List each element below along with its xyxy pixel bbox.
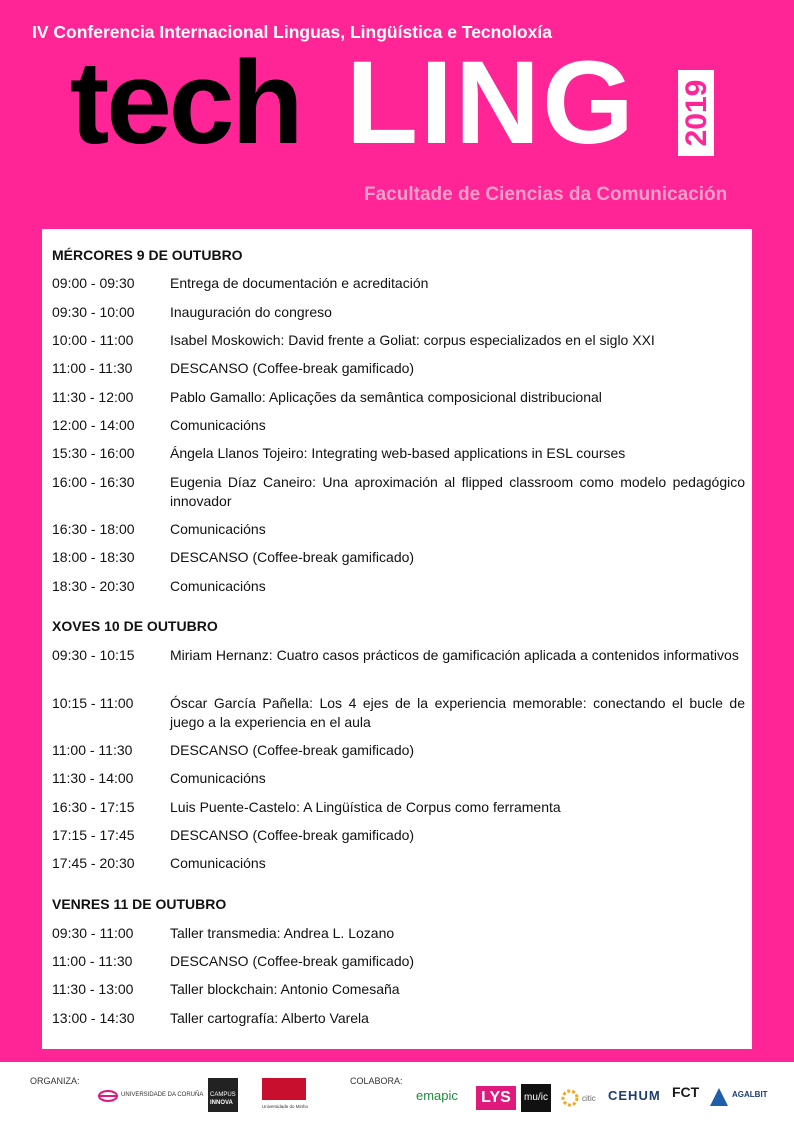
session-description: Comunicacións (170, 855, 266, 871)
session-time: 11:30 - 12:00 (52, 389, 134, 405)
logo-year-badge (668, 68, 722, 158)
session-time: 09:30 - 10:15 (52, 647, 135, 663)
session-time: 16:30 - 17:15 (52, 799, 135, 815)
logo-ling-text: LING (346, 37, 636, 169)
session-description: Comunicacións (170, 770, 266, 786)
session-time: 11:00 - 11:30 (52, 953, 133, 969)
udc-icon (98, 1090, 118, 1102)
venue-name: Facultade de Ciencias da Comunicación (364, 184, 728, 205)
session-time: 16:30 - 18:00 (52, 521, 135, 537)
session-time: 17:45 - 20:30 (52, 855, 135, 871)
session-time: 09:30 - 11:00 (52, 925, 134, 941)
session-description: Óscar García Pañella: Los 4 ejes de la experiencia memorable: conectando el bucle de juego a la experiencia en el aula (170, 695, 745, 730)
session-time: 16:00 - 16:30 (52, 474, 135, 490)
session-description: Pablo Gamallo: Aplicações da semântica composicional distribucional (170, 389, 602, 405)
session-description: DESCANSO (Coffee-break gamificado) (170, 360, 415, 376)
citic-text: citic (582, 1094, 596, 1103)
session-time: 11:30 - 13:00 (52, 981, 134, 997)
sponsors-footer (0, 1062, 794, 1123)
session-description: DESCANSO (Coffee-break gamificado) (170, 953, 415, 969)
campus-innova-line2: INNOVA (210, 1100, 233, 1106)
udc-logo-text: UNIVERSIDADE DA CORUÑA (121, 1092, 204, 1098)
lys-logo: LYS (476, 1086, 516, 1110)
session-description: Isabel Moskowich: David frente a Goliat: corpus especializados en el siglo XXI (170, 332, 655, 348)
day-heading: VENRES 11 DE OUTUBRO (52, 896, 227, 912)
agalbit-text: AGALBIT (732, 1090, 768, 1099)
colabora-label: COLABORA: (350, 1076, 403, 1086)
session-time: 17:15 - 17:45 (52, 827, 135, 843)
schedule-panel (42, 229, 752, 1049)
session-time: 18:30 - 20:30 (52, 578, 135, 594)
citic-icon (560, 1088, 580, 1108)
session-time: 15:30 - 16:00 (52, 445, 135, 461)
uminho-text: Universidade do Minho (262, 1104, 309, 1109)
session-description: Comunicacións (170, 417, 266, 433)
session-time: 12:00 - 14:00 (52, 417, 135, 433)
music-logo: mu/ic (521, 1084, 551, 1112)
session-description: Ángela Llanos Tojeiro: Integrating web-based applications in ESL courses (170, 445, 626, 461)
session-description: Eugenia Díaz Caneiro: Una aproximación al flipped classroom como modelo pedagógico innovador (170, 474, 745, 509)
session-description: Luis Puente-Castelo: A Lingüística de Corpus como ferramenta (170, 799, 561, 815)
session-time: 10:00 - 11:00 (52, 332, 134, 348)
campus-innova-logo (208, 1078, 238, 1112)
day-heading: MÉRCORES 9 DE OUTUBRO (52, 247, 243, 263)
session-time: 13:00 - 14:30 (52, 1010, 135, 1026)
session-description: Comunicacións (170, 578, 266, 594)
uminho-emblem (262, 1078, 306, 1100)
conference-title: IV Conferencia Internacional Linguas, Lingüística e Tecnoloxía (32, 22, 552, 42)
session-description: Taller blockchain: Antonio Comesaña (170, 981, 400, 997)
session-description: DESCANSO (Coffee-break gamificado) (170, 549, 415, 565)
session-time: 09:00 - 09:30 (52, 275, 135, 291)
emapic-logo: emapic (416, 1088, 458, 1103)
session-description: Taller transmedia: Andrea L. Lozano (170, 925, 395, 941)
day-heading: XOVES 10 DE OUTUBRO (52, 618, 218, 634)
organiza-label: ORGANIZA: (30, 1076, 80, 1086)
fct-logo: FCT (672, 1084, 700, 1100)
session-time: 11:00 - 11:30 (52, 742, 133, 758)
citic-logo (560, 1088, 608, 1110)
logo-tech-text: tech (70, 37, 301, 169)
session-description: Taller cartografía: Alberto Varela (170, 1010, 369, 1026)
uminho-logo (262, 1078, 308, 1112)
session-time: 10:15 - 11:00 (52, 695, 134, 711)
session-description: Inauguración do congreso (170, 304, 332, 320)
session-description: Entrega de documentación e acreditación (170, 275, 429, 291)
udc-logo (98, 1090, 203, 1102)
session-time: 18:00 - 18:30 (52, 549, 135, 565)
session-description: Comunicacións (170, 521, 266, 537)
session-description: DESCANSO (Coffee-break gamificado) (170, 827, 415, 843)
session-description: Miriam Hernanz: Cuatro casos prácticos de gamificación aplicada a contenidos informativos (170, 647, 739, 663)
agalbit-logo (708, 1086, 770, 1110)
logo-year-text: 2019 (680, 79, 713, 147)
session-time: 09:30 - 10:00 (52, 304, 135, 320)
agalbit-icon (708, 1086, 730, 1108)
session-time: 11:30 - 14:00 (52, 770, 134, 786)
cehum-logo: CEHUM (608, 1088, 661, 1103)
session-description: DESCANSO (Coffee-break gamificado) (170, 742, 415, 758)
session-time: 11:00 - 11:30 (52, 360, 133, 376)
campus-innova-line1: CAMPUS (210, 1092, 236, 1098)
